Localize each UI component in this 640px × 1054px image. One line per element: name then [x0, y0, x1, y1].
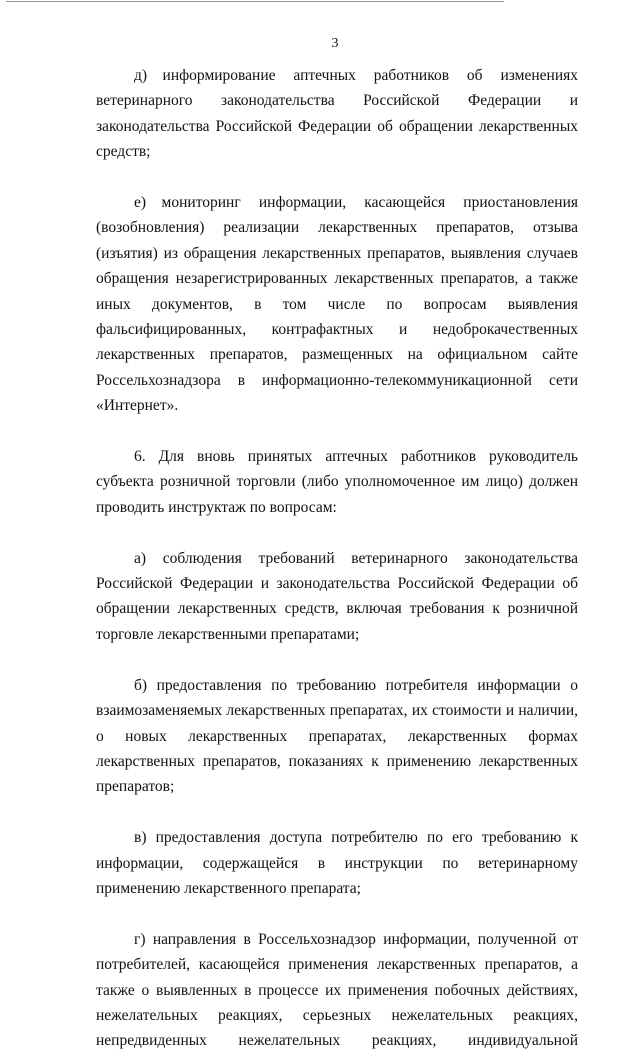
top-rule: [6, 1, 504, 2]
page-number: 3: [331, 36, 339, 51]
paragraph-6-instruction: 6. Для вновь принятых аптечных работников руководитель субъекта розничной торговли (либо уполномоченное им лицо) должен проводить инструктаж по вопросам:: [96, 448, 578, 516]
paragraph-a-compliance: а) соблюдения требований ветеринарного законодательства Российской Федерации и законодательства Российской Федерации об обращении лекарственных средств, включая требования к розничной торговле лекарственными препаратами;: [96, 549, 578, 643]
paragraph-d-informing: д) информирование аптечных работников об изменениях ветеринарного законодательства Российской Федерации и законодательства Российской Федерации об обращении лекарственных средств;: [96, 67, 578, 161]
document-body: [96, 63, 578, 1054]
paragraph-g-reporting: г) направления в Россельхознадзор информации, полученной от потребителей, касающейся применения лекарственных препаратов, а также о выявленных в процессе их применения побочных действиях, нежелательных реакциях, серьезных нежелательных реакциях, непредвиденных нежелательных реакциях, индивидуальной: [96, 930, 578, 1050]
paragraph-v-access: в) предоставления доступа потребителю по его требованию к информации, содержащейся в инструкции по ветеринарному применению лекарственного препарата;: [96, 829, 578, 897]
paragraph-b-information: б) предоставления по требованию потребителя информации о взаимозаменяемых лекарственных препаратах, их стоимости и наличии, о новых лекарственных препаратах, лекарственных формах лекарственных препаратов, показаниях к применению лекарственных препаратов;: [96, 676, 578, 796]
paragraph-e-monitoring: е) мониторинг информации, касающейся приостановления (возобновления) реализации лекарственных препаратов, отзыва (изъятия) из обращения лекарственных препаратов, выявления случаев обращения незарегистрированных лекарственных препаратов, а также иных документов, в том числе по вопросам выявления фальсифицированных, контрафактных и недоброкачественных лекарственных препаратов, размещенных на официальном сайте Россельхознадзора в информационно-телекоммуникационной сети «Интернет».: [96, 194, 578, 415]
